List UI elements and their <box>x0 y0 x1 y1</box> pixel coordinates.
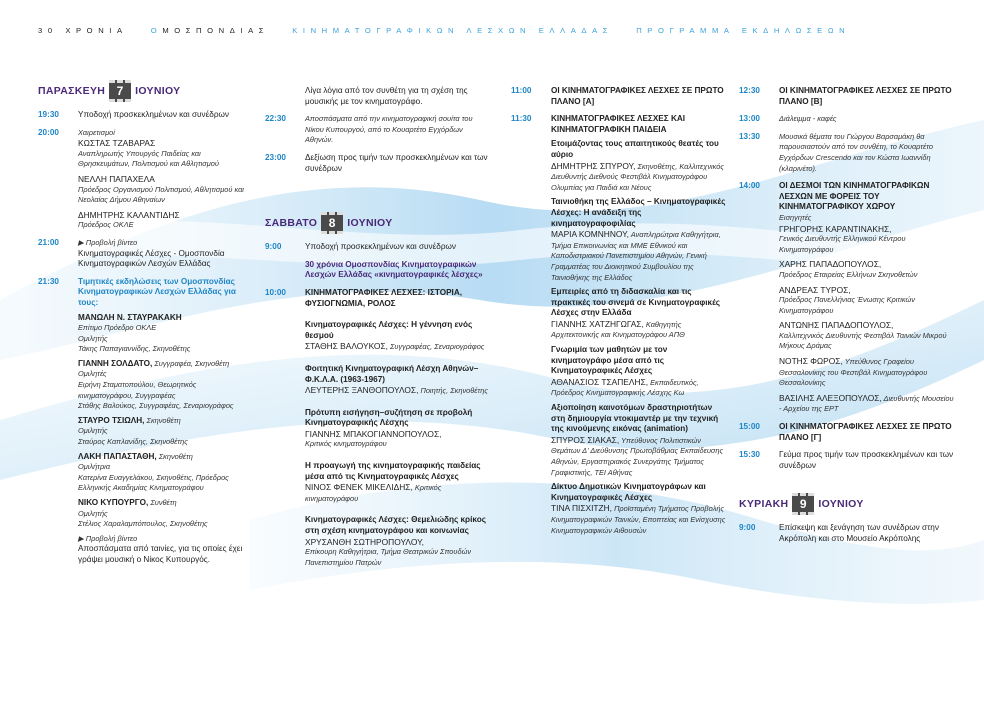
talk-title: Κινηματογραφικές Λέσχες: Θεμελιώδης κρίκος στη σχέση κινηματογράφου και κοινωνίας <box>305 515 486 536</box>
speaker-name: ΛΕΥΤΕΡΗΣ ΞΑΝΘΟΠΟΥΛΟΣ, <box>305 385 419 396</box>
speaker-role: Αναπληρωτής Υπουργός Παιδείας και Θρησκευμάτων, Πολιτισμού και Αθλητισμού <box>78 148 219 169</box>
header-part5: ΠΡΟΓΡΑΜΜΑ ΕΚΔΗΛΩΣΕΩΝ <box>636 26 851 35</box>
event-time: 15:00 <box>739 422 760 432</box>
speaker-role: Καθηγητής Αρχιτεκτονικής και Κινηματογράφου ΑΠΘ <box>551 319 685 340</box>
event-text: Υποδοχή προσκεκλημένων και συνέδρων <box>305 242 456 252</box>
event-time: 10:00 <box>265 287 286 297</box>
speaker-name: ΝΟΤΗΣ ΦΩΡΟΣ, <box>779 356 843 367</box>
event-text: Κινηματογραφικές Λέσχες - Ομοσπονδία Κινηματογραφικών Λεσχών Ελλάδας <box>78 248 225 269</box>
video-label: ▶ Προβολή βίντεο <box>78 237 138 247</box>
speaker-role: Συγγραφέας, Σεναριογράφος <box>387 342 485 352</box>
speaker: Τάκης Παπαγιαννίδης, Σκηνοθέτης <box>78 344 191 354</box>
speaker-label: Ομιλητές <box>78 369 107 379</box>
speaker-name: ΧΡΥΣΑΝΘΗ ΣΩΤΗΡΟΠΟΥΛΟΥ, <box>305 536 424 547</box>
speakers-label: Εισηγητές <box>779 212 812 222</box>
event-time: 21:30 <box>38 276 59 286</box>
event-1000 <box>265 288 490 568</box>
day-heading-saturday <box>265 212 490 234</box>
event-1300 <box>739 114 954 125</box>
event-time: 9:00 <box>739 523 756 533</box>
event-1930 <box>38 110 253 121</box>
speaker: Στέλιος Χαραλαμπόπουλος, Σκηνοθέτης <box>78 519 208 529</box>
speaker: Ειρήνη Σταματοπούλου, Θεωρητικός κινηματογράφου, Συγγραφέας <box>78 380 197 400</box>
day-name: ΚΥΡΙΑΚΗ <box>739 498 789 511</box>
header-banner <box>38 26 954 40</box>
speaker-label: Ομιλητής <box>78 333 108 343</box>
speaker-role: Διευθυντής Μουσείου - Αρχείου της ΕΡΤ <box>779 393 954 414</box>
speaker-role: Εκπαιδευτικός, Πρόεδρος Κινηματογραφικής Λέσχης Κω <box>551 377 699 398</box>
session-title: ΟΙ ΚΙΝΗΜΑΤΟΓΡΑΦΙΚΕΣ ΛΕΣΧΕΣ ΣΕ ΠΡΩΤΟ ΠΛΑΝΟ [Α] <box>551 86 724 106</box>
event-text: Γεύμα προς τιμήν των προσκεκλημένων και των συνέδρων <box>779 450 954 470</box>
speaker-name: ΑΝΤΩΝΗΣ ΠΑΠΑΔΟΠΟΥΛΟΣ, <box>779 320 894 331</box>
header-part2: Ο <box>150 26 163 35</box>
header-part1: 30 ΧΡΟΝΙΑ <box>38 26 128 35</box>
session-title: ΟΙ ΚΙΝΗΜΑΤΟΓΡΑΦΙΚΕΣ ΛΕΣΧΕΣ ΣΕ ΠΡΩΤΟ ΠΛΑΝΟ [Β] <box>779 86 952 106</box>
column-2 <box>265 86 490 568</box>
event-time: 11:00 <box>511 86 532 95</box>
event-1530 <box>739 450 954 471</box>
day-name: ΠΑΡΑΣΚΕΥΗ <box>38 85 106 97</box>
event-text: Μουσικά θέματα του Γιώργου Βαρσαμάκη θα παρουσιαστούν από τον συνθέτη, το Κουαρτέτο Εγχόρδων Crescendo και τον Κώστα Ιωαννίδη (κλαρινέτο). <box>779 131 934 173</box>
speaker-name: ΝΙΝΟΣ ΦΕΝΕΚ ΜΙΚΕΛΙΔΗΣ, <box>305 482 413 493</box>
speaker-name: ΚΩΣΤΑΣ ΤΖΑΒΑΡΑΣ <box>78 138 156 149</box>
event-text: Δεξίωση προς τιμήν των προσκεκλημένων και των συνέδρων <box>305 152 488 173</box>
video-label: ▶ Προβολή βίντεο <box>78 533 138 543</box>
talk-title: Φοιτητική Κινηματογραφική Λέσχη Αθηνών–Φ.Κ.Λ.Α. (1963-1967) <box>305 363 479 384</box>
speaker-role: Πρόεδρος ΟΚΛΕ <box>78 220 134 230</box>
speaker-name: ΜΑΡΙΑ ΚΟΜΝΗΝΟΥ, <box>551 229 629 240</box>
event-time: 23:00 <box>265 152 286 162</box>
speaker-name: ΔΗΜΗΤΡΗΣ ΚΑΛΑΝΤΙΔΗΣ <box>78 209 180 220</box>
event-time: 22:30 <box>265 114 286 124</box>
talk-title: Αξιοποίηση καινοτόμων δραστηριοτήτων στη δημιουργία ντοκιμαντέρ με την τεχνική της κινούμενης εικόνας (animation) <box>551 403 719 434</box>
event-time: 19:30 <box>38 110 59 119</box>
greetings-label: Χαιρετισμοί <box>78 127 115 137</box>
honoree-role: Σκηνοθέτη <box>144 415 181 425</box>
speaker-role: Επίκουρη Καθηγήτρια, Τμήμα Θεατρικών Σπουδών Πανεπιστημίου Πατρών <box>305 547 472 567</box>
honoree-name: ΣΤΑΥΡΟ ΤΣΙΩΛΗ, <box>78 415 145 425</box>
talk-title: Ταινιοθήκη της Ελλάδος – Κινηματογραφικές Λέσχες: Η ανάδειξη της κινηματογραφοφιλίας <box>551 197 726 228</box>
event-2130 <box>38 277 253 566</box>
column-4 <box>739 86 954 545</box>
honoree-role: Επίτιμο Πρόεδρο ΟΚΛΕ <box>78 323 157 333</box>
speaker-name: ΒΑΣΙΛΗΣ ΑΛΕΞΟΠΟΥΛΟΣ, <box>779 392 882 403</box>
event-time: 15:30 <box>739 450 760 460</box>
day-heading-sunday <box>739 493 954 515</box>
speaker-label: Ομιλήτρια <box>78 462 111 472</box>
honoree-name: ΛΑΚΗ ΠΑΠΑΣΤΑΘΗ, <box>78 451 157 461</box>
session-title: ΚΙΝΗΜΑΤΟΓΡΑΦΙΚΕΣ ΛΕΣΧΕΣ: ΙΣΤΟΡΙΑ, ΦΥΣΙΟΓΝΩΜΙΑ, ΡΟΛΟΣ <box>305 287 463 308</box>
event-1400 <box>739 181 954 415</box>
speaker-role: Προϊσταμένη Τμήματος Προβολής Κινηματογραφικών Ταινιών, Εποπτείας και Ενίσχυσης Κινηματογραφικών Αιθουσών <box>551 504 726 535</box>
speaker-name: ΑΝΔΡΕΑΣ ΤΥΡΟΣ, <box>779 284 851 295</box>
event-2000 <box>38 128 253 231</box>
honoree-role: Συνθέτη <box>148 498 177 507</box>
speaker-role: Ποιητής, Σκηνοθέτης <box>418 386 488 396</box>
event-text: Αποσπάσματα από ταινίες, για τις οποίες έχει γράψει μουσική ο Νίκος Κυπουργός. <box>78 544 243 564</box>
event-time: 13:00 <box>739 114 760 124</box>
honoree-name: ΜΑΝΩΛΗ Ν. ΣΤΑΥΡΑΚΑΚΗ <box>78 312 182 322</box>
speaker-role: Υπεύθυνος Γραφείου Θεσσαλονίκης του Φεστιβάλ Κινηματογράφου Θεσσαλονίκης <box>779 357 928 388</box>
speaker-role: Υπεύθυνος Πολιτιστικών Θεμάτων Δ' Διεύθυνσης Πρωτοβάθμιας Εκπαίδευσης Αθηνών, Εργαστηριακός Συνεργάτης Τμήματος Γραφιστικής, ΤΕΙ Αθήνας <box>551 435 724 477</box>
day-number-badge: 7 <box>109 80 131 102</box>
event-text: Διάλειμμα - καφές <box>779 114 837 124</box>
talk-title: Κινηματογραφικές Λέσχες: Η γέννηση ενός θεσμού <box>305 320 473 340</box>
header-part4: ΚΙΝΗΜΑΤΟΓΡΑΦΙΚΩΝ ΛΕΣΧΩΝ ΕΛΛΑΔΑΣ <box>292 26 614 35</box>
event-time: 13:30 <box>739 131 760 141</box>
speaker-role: Πρόεδρος Εταιρείας Ελλήνων Σκηνοθετών <box>779 269 918 279</box>
speaker-name: ΔΗΜΗΤΡΗΣ ΣΠΥΡΟΥ, <box>551 160 636 171</box>
honoree-role: Σκηνοθέτη <box>156 451 193 461</box>
event-text: Υποδοχή προσκεκλημένων και συνέδρων <box>78 110 229 119</box>
event-2300 <box>265 153 490 174</box>
honoree-role: Συγγραφέα, Σκηνοθέτη <box>152 358 230 368</box>
session-title: ΚΙΝΗΜΑΤΟΓΡΑΦΙΚΕΣ ΛΕΣΧΕΣ ΚΑΙ ΚΙΝΗΜΑΤΟΓΡΑΦΙΚΗ ΠΑΙΔΕΙΑ <box>551 114 686 134</box>
event-text: Επίσκεψη και ξενάγηση των συνέδρων στην Ακρόπολη και στο Μουσείο Ακρόπολης <box>779 523 939 543</box>
talk-title: Η προαγωγή της κινηματογραφικής παιδείας μέσα από τις Κινηματογραφικές Λέσχες <box>305 461 481 481</box>
speaker-name: ΤΙΝΑ ΠΙΣΧΙΤΖΗ, <box>551 503 613 514</box>
event-time: 20:00 <box>38 127 59 137</box>
talk-title: Πρότυπη εισήγηση–συζήτηση σε προβολή Κινηματογραφικής Λέσχης <box>305 407 473 428</box>
event-time: 21:00 <box>38 237 59 247</box>
event-anniversary <box>265 260 490 281</box>
event-time: 11:30 <box>511 114 532 124</box>
event-900 <box>265 242 490 253</box>
event-continuation <box>265 86 490 107</box>
event-1100 <box>511 86 726 107</box>
speaker-role: Κριτικός κινηματογράφου <box>305 439 387 449</box>
honoree-name: ΓΙΑΝΝΗ ΣΟΛΔΑΤΟ, <box>78 358 153 368</box>
speaker: Στάθης Βαλούκος, Συγγραφέας, Σεναριογράφος <box>78 401 234 411</box>
speaker-role: Καλλιτεχνικός Διευθυντής Φεστιβάλ Ταινιών Μικρού Μήκους Δράμας <box>779 330 947 351</box>
speaker-name: ΣΠΥΡΟΣ ΣΙΑΚΑΣ, <box>551 434 620 445</box>
day-heading-friday <box>38 80 253 102</box>
speaker-role: Σκηνοθέτης, Καλλιτεχνικός Διευθυντής Διεθνούς Φεστιβάλ Κινηματογράφου Ολυμπίας για Παιδιά και Νέους <box>551 161 724 192</box>
event-time: 14:00 <box>739 181 760 191</box>
speaker-name: ΧΑΡΗΣ ΠΑΠΑΔΟΠΟΥΛΟΣ, <box>779 259 882 270</box>
month-name: ΙΟΥΝΙΟΥ <box>135 85 181 97</box>
talk-title: Εμπειρίες από τη διδασκαλία και τις πρακτικές του σινεμά σε Κινηματογραφικές Λέσχες στην Ελλάδα <box>551 287 721 318</box>
event-time: 9:00 <box>265 242 282 252</box>
speaker-name: ΓΡΗΓΟΡΗΣ ΚΑΡΑΝΤΙΝΑΚΗΣ, <box>779 223 892 234</box>
talk-title: Γνωριμία των μαθητών με τον κινηματογράφο μέσα από τις Κινηματογραφικές Λέσχες <box>551 345 668 376</box>
speaker: Κατερίνα Ευαγγελάκου, Σκηνοθέτις, Πρόεδρος Ελληνικής Ακαδημίας Κινηματογράφου <box>78 472 229 493</box>
column-3 <box>511 86 726 536</box>
speaker-role: Αναπληρώτρια Καθηγήτρια, Τμήμα Επικοινωνίας και ΜΜΕ Εθνικού και Καποδιστριακού Πανεπιστημίου Αθηνών, Γενική Γραμματέας του Διοικητικού Συμβουλίου της Ταινιοθήκης της Ελλάδος <box>551 230 721 282</box>
speaker-name: ΣΤΑΘΗΣ ΒΑΛΟΥΚΟΣ, <box>305 341 388 352</box>
session-title: ΟΙ ΚΙΝΗΜΑΤΟΓΡΑΦΙΚΕΣ ΛΕΣΧΕΣ ΣΕ ΠΡΩΤΟ ΠΛΑΝΟ [Γ] <box>779 422 952 442</box>
event-text: Λίγα λόγια από τον συνθέτη για τη σχέση της μουσικής με τον κινηματογράφο. <box>305 86 468 106</box>
speaker-name: ΝΕΛΛΗ ΠΑΠΑΧΕΛΑ <box>78 173 155 184</box>
event-2100 <box>38 238 253 270</box>
honoree-name: ΝΙΚΟ ΚΥΠΟΥΡΓΟ, <box>78 498 149 507</box>
event-1130 <box>511 114 726 536</box>
speaker-label: Ομιλητής <box>78 508 108 518</box>
speaker-role: Πρόεδρος Οργανισμού Πολιτισμού, Αθλητισμού και Νεολαίας Δήμου Αθηναίων <box>78 184 244 205</box>
speaker-name: ΑΘΑΝΑΣΙΟΣ ΤΣΑΠΕΛΗΣ, <box>551 376 649 387</box>
session-title: ΟΙ ΔΕΣΜΟΙ ΤΩΝ ΚΙΝΗΜΑΤΟΓΡΑΦΙΚΩΝ ΛΕΣΧΩΝ ΜΕ ΦΟΡΕΙΣ ΤΟΥ ΚΙΝΗΜΑΤΟΓΡΑΦΙΚΟΥ ΧΩΡΟΥ <box>779 181 930 212</box>
speaker-role: Κριτικός κινηματογράφου <box>305 483 442 503</box>
day-number-badge: 9 <box>792 493 814 515</box>
event-2230 <box>265 114 490 146</box>
month-name: ΙΟΥΝΙΟΥ <box>818 498 864 511</box>
event-text: Αποσπάσματα από την κινηματογραφική σουίτα του Νίκου Κυπουργού, από το Κουαρτέτο Εγχόρδων Αθηνών. <box>305 114 473 145</box>
talk-title: Δίκτυο Δημοτικών Κινηματογράφων και Κινηματογραφικές Λέσχες <box>551 482 706 502</box>
event-sunday-900 <box>739 523 954 544</box>
event-1500 <box>739 422 954 443</box>
column-1 <box>38 80 253 566</box>
speaker-role: Πρόεδρος Πανελλήνιας Ένωσης Κριτικών Κινηματογράφου <box>779 295 915 315</box>
event-time: 12:30 <box>739 86 760 95</box>
day-number-badge: 8 <box>321 212 343 234</box>
speaker: Σταύρος Καπλανίδης, Σκηνοθέτης <box>78 437 188 447</box>
event-title: Τιμητικές εκδηλώσεις των Ομοσπονδίας Κινηματογραφικών Λεσχών Ελλάδας για τους: <box>78 276 236 307</box>
event-1230 <box>739 86 954 107</box>
header-part3: ΜΟΣΠΟΝΔΙΑΣ <box>162 26 270 35</box>
day-name: ΣΑΒΒΑΤΟ <box>265 217 318 230</box>
month-name: ΙΟΥΝΙΟΥ <box>347 217 393 230</box>
speaker-role: Γενικός Διευθυντής Ελληνικού Κέντρου Κινηματογράφου <box>779 234 906 254</box>
speaker-label: Ομιλητής <box>78 426 108 436</box>
talk-title: Ετοιμάζοντας τους απαιτητικούς θεατές του αύριο <box>551 139 719 159</box>
event-title: 30 χρόνια Ομοσπονδίας Κινηματογραφικών Λεσχών Ελλάδας «κινηματογραφικές λέσχες» <box>305 259 483 280</box>
event-1330 <box>739 132 954 174</box>
speaker-name: ΓΙΑΝΝΗΣ ΧΑΤΖΗΓΩΓΑΣ, <box>551 318 644 329</box>
speaker-name: ΓΙΑΝΝΗΣ ΜΠΑΚΟΓΙΑΝΝΟΠΟΥΛΟΣ, <box>305 428 442 439</box>
